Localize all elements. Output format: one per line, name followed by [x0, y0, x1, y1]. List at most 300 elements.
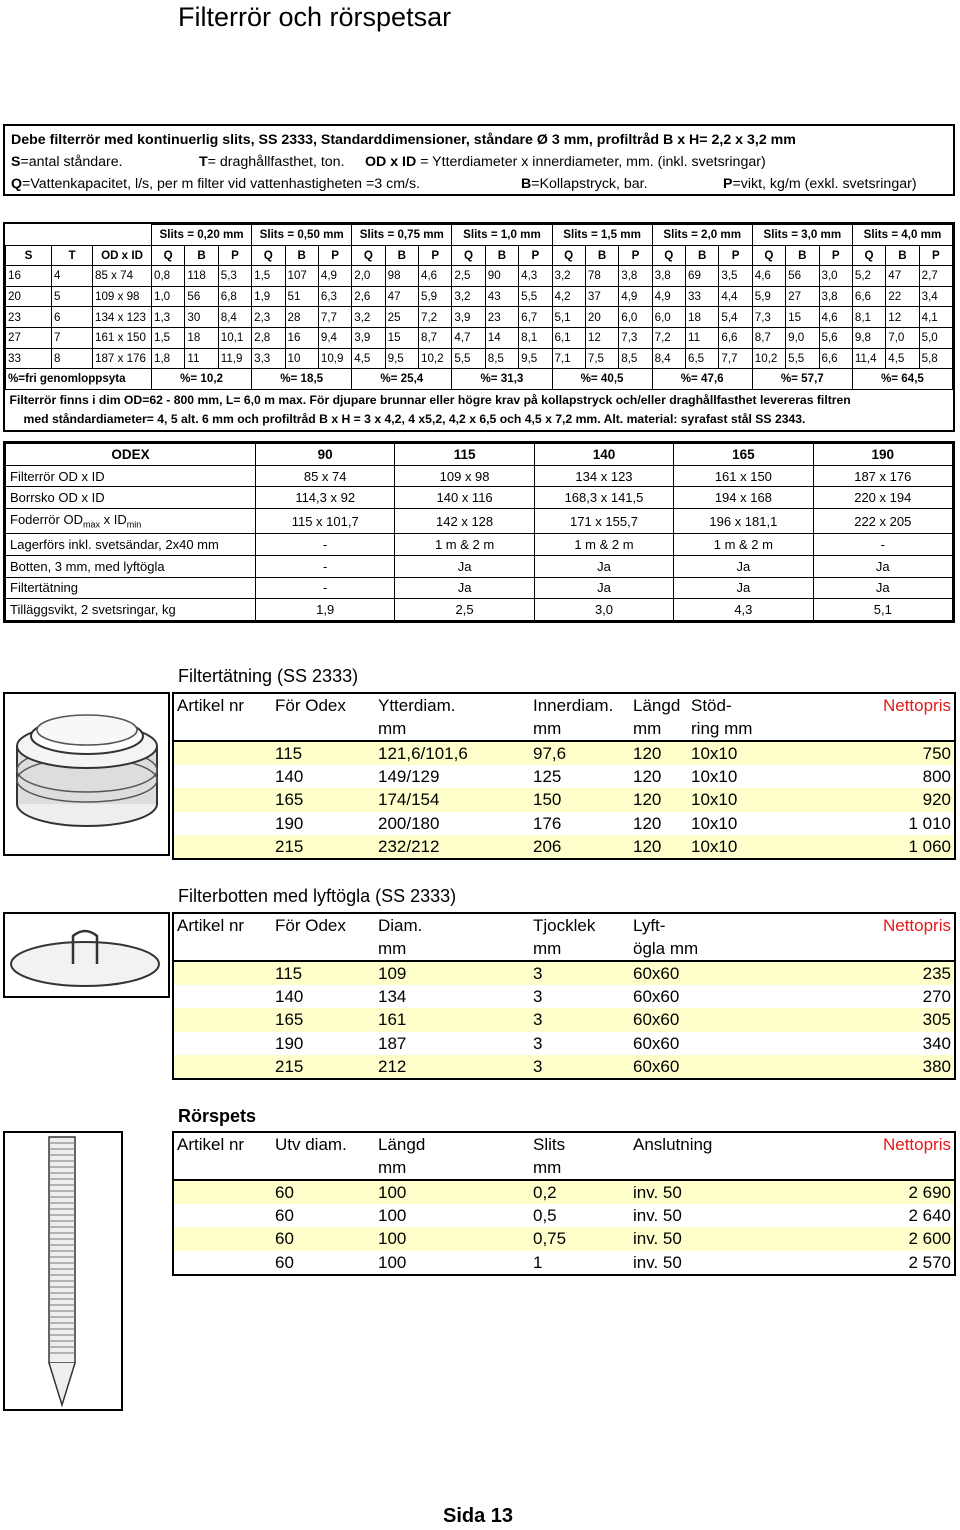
filterbotten-header: Lyft- — [633, 916, 666, 935]
filterbotten-cell: 109 — [378, 964, 407, 983]
odex-row-label: Tilläggsvikt, 2 svetsringar, kg — [6, 599, 256, 621]
filtertatning-header-unit: mm — [633, 719, 662, 738]
slits-cell: 2,0 — [352, 266, 385, 287]
filterbotten-cell: 3 — [533, 1056, 543, 1076]
slits-note — [6, 389, 953, 430]
slits-cell: 3,3 — [252, 348, 285, 369]
slits-cell: 5,8 — [919, 348, 952, 369]
slits-cell: 134 x 123 — [93, 307, 152, 328]
filtertatning-cell: 10x10 — [691, 813, 738, 833]
slits-cell: 10,2 — [752, 348, 785, 369]
odex-header: 90 — [256, 444, 395, 466]
slits-col-header: Q — [152, 245, 185, 266]
slits-group-header: Slits = 1,5 mm — [552, 225, 652, 246]
odex-header: 190 — [813, 444, 952, 466]
filterbotten-header: Tjocklek — [533, 916, 596, 935]
filtertatning-rows — [174, 742, 954, 858]
slits-cell: 9,5 — [385, 348, 418, 369]
slits-percent-value: %= 57,7 — [752, 369, 852, 390]
rorspets-header-unit — [272, 1156, 375, 1179]
filterbotten-header-unit — [174, 937, 272, 960]
rorspets-table — [172, 1131, 956, 1276]
odex-cell: 194 x 168 — [674, 487, 813, 509]
slits-col-header: P — [218, 245, 251, 266]
slits-cell: 78 — [585, 266, 618, 287]
slits-cell: 98 — [385, 266, 418, 287]
filtertatning-header: Nettopris — [882, 696, 951, 715]
page-number: Sida 13 — [443, 1505, 514, 1527]
slits-col-header: OD x ID — [93, 245, 152, 266]
slits-group-header: Slits = 3,0 mm — [752, 225, 852, 246]
filtertatning-row — [174, 742, 954, 765]
filtertatning-header: För Odex — [275, 696, 346, 715]
slits-cell: 2,8 — [252, 327, 285, 348]
odex-row-label: Filtertätning — [6, 577, 256, 599]
filterbotten-row — [174, 962, 954, 985]
slits-cell: 5,5 — [519, 286, 552, 307]
slits-percent-value: %= 40,5 — [552, 369, 652, 390]
odex-cell: 171 x 155,7 — [534, 509, 673, 534]
slits-col-header: S — [6, 245, 52, 266]
filtertatning-cell: 190 — [275, 813, 304, 833]
slits-cell: 4,5 — [886, 348, 919, 369]
filtertatning-header: Innerdiam. — [533, 696, 614, 715]
slits-col-header: Q — [352, 245, 385, 266]
filterbotten-cell: 165 — [275, 1010, 304, 1030]
filtertatning-cell — [174, 788, 272, 811]
filterbotten-row — [174, 1032, 954, 1055]
rorspets-cell: 2 570 — [908, 1252, 951, 1272]
slits-corner-cell — [6, 225, 152, 246]
slits-col-header: B — [786, 245, 819, 266]
rorspets-cell: 2 640 — [908, 1206, 951, 1226]
odex-cell: 142 x 128 — [395, 509, 534, 534]
slits-cell: 2,7 — [919, 266, 952, 287]
slits-cell: 7,2 — [419, 307, 452, 328]
slits-cell: 10,1 — [218, 327, 251, 348]
odex-cell: 109 x 98 — [395, 465, 534, 487]
slits-cell: 15 — [786, 307, 819, 328]
slits-cell: 10,2 — [419, 348, 452, 369]
slits-cell: 3,8 — [819, 286, 852, 307]
slits-cell: 5,4 — [719, 307, 752, 328]
rorspets-cell — [174, 1204, 272, 1227]
slits-col-header: T — [52, 245, 93, 266]
page-title: Filterrör och rörspetsar — [178, 2, 452, 32]
rorspets-header: Anslutning — [633, 1135, 713, 1154]
odex-label-sub: min — [126, 519, 142, 530]
legend-line-2: S=antal ståndare. T= draghållfasthet, ton. OD x ID = Ytterdiameter x innerdiameter, mm. (inkl. svetsringar) — [11, 154, 766, 170]
slits-cell: 9,4 — [318, 327, 351, 348]
slits-cell: 33 — [686, 286, 719, 307]
odex-cell: Ja — [534, 555, 673, 577]
slits-col-header: Q — [452, 245, 485, 266]
filtertatning-header-unit: mm — [533, 719, 562, 738]
slits-col-header: P — [719, 245, 752, 266]
odex-cell: Ja — [674, 555, 813, 577]
odex-cell: 161 x 150 — [674, 465, 813, 487]
slits-cell: 3,8 — [619, 266, 652, 287]
slits-cell: 5,3 — [218, 266, 251, 287]
slits-cell: 5,6 — [819, 327, 852, 348]
filterbotten-cell: 134 — [378, 987, 407, 1007]
odex-cell: 220 x 194 — [813, 487, 952, 509]
filtertatning-cell: 150 — [533, 790, 562, 810]
slits-cell: 5,0 — [919, 327, 952, 348]
slits-percent-label: %=fri genomloppsyta — [6, 369, 152, 390]
filterbotten-cell: 60x60 — [633, 964, 680, 983]
slits-note-line-2: med ståndardiameter= 4, 5 alt. 6 mm och profiltråd B x H = 3 x 4,2, 4 x5,2, 4,2 x 6,5 och 4,5 x 7,2 mm. Alt. material: syrafast stål SS 2343. — [23, 411, 806, 426]
filterbotten-cell: 3 — [533, 1033, 543, 1053]
slits-cell: 11,9 — [218, 348, 251, 369]
slits-cell: 1,9 — [252, 286, 285, 307]
slits-cell: 8,5 — [485, 348, 518, 369]
filtertatning-header-unit — [174, 717, 272, 740]
filtertatning-cell: 149/129 — [378, 767, 440, 787]
filtertatning-cell — [174, 765, 272, 788]
odex-table — [3, 441, 955, 623]
slits-cell: 7,0 — [886, 327, 919, 348]
slits-cell: 20 — [6, 286, 52, 307]
slits-cell: 56 — [185, 286, 218, 307]
slits-cell: 4,6 — [752, 266, 785, 287]
slits-cell: 4,6 — [819, 307, 852, 328]
slits-cell: 3,2 — [352, 307, 385, 328]
slits-cell: 9,5 — [519, 348, 552, 369]
odex-row — [6, 577, 953, 599]
slits-cell: 10 — [285, 348, 318, 369]
slits-col-header: B — [185, 245, 218, 266]
filtertatning-header: Stöd- — [691, 696, 732, 715]
slits-cell: 23 — [6, 307, 52, 328]
slits-cell: 12 — [886, 307, 919, 328]
filtertatning-cell: 121,6/101,6 — [378, 744, 468, 763]
slits-cell: 7,3 — [619, 327, 652, 348]
slits-percent-value: %= 25,4 — [352, 369, 452, 390]
rorspets-header-row-2 — [174, 1156, 954, 1181]
slits-cell: 6,5 — [686, 348, 719, 369]
rorspets-header: Slits — [533, 1135, 566, 1154]
slits-cell: 22 — [886, 286, 919, 307]
slits-note-line-1: Filterrör finns i dim OD=62 - 800 mm, L= 6,0 m max. För djupare brunnar eller högre krav på kollapstryck och/eller draghållfasthet levereras filtren — [9, 392, 851, 407]
odex-cell: 5,1 — [813, 599, 952, 621]
slits-group-header: Slits = 0,50 mm — [252, 225, 352, 246]
odex-cell: 2,5 — [395, 599, 534, 621]
rorspets-cell — [174, 1227, 272, 1250]
slits-cell: 4 — [52, 266, 93, 287]
filterbotten-cell: 305 — [922, 1010, 951, 1030]
filtertatning-image — [3, 692, 170, 856]
odex-cell: 1,9 — [256, 599, 395, 621]
odex-cell: - — [256, 534, 395, 556]
slits-cell: 7,2 — [652, 327, 685, 348]
slits-col-header: Q — [652, 245, 685, 266]
filtertatning-cell: 215 — [275, 836, 304, 856]
rorspets-header: Nettopris — [882, 1135, 951, 1154]
slits-percent-value: %= 31,3 — [452, 369, 552, 390]
slits-cell: 9,8 — [852, 327, 885, 348]
slits-cell: 5,2 — [852, 266, 885, 287]
rorspets-cell: 100 — [378, 1252, 407, 1272]
filtertatning-header-row-2 — [174, 717, 954, 742]
slits-col-header-row — [6, 245, 953, 266]
odex-row — [6, 599, 953, 621]
odex-row — [6, 555, 953, 577]
slits-col-header: B — [285, 245, 318, 266]
rorspets-row — [174, 1181, 954, 1204]
filtertatning-table — [172, 692, 956, 860]
slits-group-header: Slits = 0,75 mm — [352, 225, 452, 246]
odex-header: 165 — [674, 444, 813, 466]
rorspets-cell: 2 600 — [908, 1229, 951, 1249]
slits-col-header: B — [585, 245, 618, 266]
slits-percent-value: %= 47,6 — [652, 369, 752, 390]
slits-cell: 27 — [6, 327, 52, 348]
slits-cell: 11 — [686, 327, 719, 348]
slits-cell: 4,3 — [519, 266, 552, 287]
odex-cell: 168,3 x 141,5 — [534, 487, 673, 509]
rorspets-cell: 0,75 — [533, 1229, 567, 1249]
filtertatning-cell: 232/212 — [378, 836, 440, 856]
filterbotten-row — [174, 1008, 954, 1031]
filterbotten-cell — [174, 962, 272, 985]
slits-group-header: Slits = 4,0 mm — [852, 225, 952, 246]
filterbotten-header: Nettopris — [882, 916, 951, 935]
filtertatning-cell: 120 — [633, 790, 662, 810]
filterbotten-cell: 3 — [533, 987, 543, 1007]
slits-col-header: Q — [552, 245, 585, 266]
slits-col-header: B — [485, 245, 518, 266]
filtertatning-cell: 115 — [275, 744, 303, 763]
slits-cell: 90 — [485, 266, 518, 287]
rorspets-row — [174, 1251, 954, 1274]
slits-cell: 15 — [385, 327, 418, 348]
filtertatning-cell — [174, 835, 272, 858]
slits-cell: 5,9 — [419, 286, 452, 307]
rorspets-cell: 60 — [275, 1183, 294, 1202]
slits-cell: 6,8 — [218, 286, 251, 307]
odex-cell: 114,3 x 92 — [256, 487, 395, 509]
odex-row — [6, 509, 953, 534]
filterbotten-cell — [174, 1008, 272, 1031]
slits-data-row — [6, 348, 953, 369]
rorspets-image — [3, 1131, 123, 1411]
legend-line-1: Debe filterrör med kontinuerlig slits, SS 2333, Standarddimensioner, ståndare Ø 3 mm, profiltråd B x H= 2,2 x 3,2 mm — [11, 132, 796, 148]
filtertatning-header: Ytterdiam. — [378, 696, 456, 715]
slits-cell: 11,4 — [852, 348, 885, 369]
slits-cell: 6,0 — [652, 307, 685, 328]
slits-cell: 56 — [786, 266, 819, 287]
filtertatning-cell: 1 010 — [908, 813, 951, 833]
slits-cell: 3,5 — [719, 266, 752, 287]
filtertatning-header-unit: ring mm — [691, 719, 753, 738]
odex-header: 115 — [395, 444, 534, 466]
slits-cell: 37 — [585, 286, 618, 307]
slits-cell: 8,7 — [419, 327, 452, 348]
filterbotten-cell: 340 — [922, 1033, 951, 1053]
filtertatning-title: Filtertätning (SS 2333) — [178, 666, 359, 686]
slits-cell: 1,8 — [152, 348, 185, 369]
slits-cell: 5,5 — [452, 348, 485, 369]
filtertatning-row — [174, 765, 954, 788]
slits-cell: 7 — [52, 327, 93, 348]
slits-cell: 3,2 — [452, 286, 485, 307]
filtertatning-cell: 1 060 — [908, 836, 951, 856]
slits-cell: 85 x 74 — [93, 266, 152, 287]
filter-bottom-icon — [5, 914, 168, 996]
filterbotten-cell: 212 — [378, 1056, 407, 1076]
slits-cell: 6,0 — [619, 307, 652, 328]
slits-cell: 4,9 — [318, 266, 351, 287]
filterbotten-cell: 140 — [275, 987, 304, 1007]
filterbotten-header-unit — [272, 937, 375, 960]
filterbotten-header-unit: mm — [378, 939, 407, 958]
filtertatning-cell: 10x10 — [691, 790, 738, 810]
odex-cell: 196 x 181,1 — [674, 509, 813, 534]
slits-cell: 1,5 — [252, 266, 285, 287]
slits-cell: 5,1 — [552, 307, 585, 328]
slits-cell: 5 — [52, 286, 93, 307]
rorspets-cell: inv. 50 — [633, 1206, 682, 1226]
slits-cell: 6 — [52, 307, 93, 328]
filtertatning-header-unit — [272, 717, 375, 740]
slits-cell: 47 — [385, 286, 418, 307]
filterbotten-cell: 270 — [922, 987, 951, 1007]
filterbotten-cell: 380 — [922, 1056, 951, 1076]
odex-cell: - — [813, 534, 952, 556]
filtertatning-cell: 10x10 — [691, 767, 738, 787]
odex-cell: - — [256, 577, 395, 599]
slits-cell: 3,9 — [352, 327, 385, 348]
slits-cell: 11 — [185, 348, 218, 369]
slits-cell: 7,7 — [318, 307, 351, 328]
slits-cell: 7,1 — [552, 348, 585, 369]
rorspets-header: Utv diam. — [275, 1135, 347, 1154]
filterbotten-cell: 235 — [922, 964, 951, 983]
odex-cell: 187 x 176 — [813, 465, 952, 487]
odex-row — [6, 534, 953, 556]
slits-cell: 4,9 — [652, 286, 685, 307]
legend-line-3: Q=Vattenkapacitet, l/s, per m filter vid vattenhastigheten =3 cm/s. B=Kollapstryck, bar. P=vikt, kg/m (exkl. svetsringar) — [11, 176, 917, 192]
slits-percent-value: %= 64,5 — [852, 369, 952, 390]
slits-cell: 6,3 — [318, 286, 351, 307]
filterbotten-cell — [174, 985, 272, 1008]
filtertatning-cell: 920 — [922, 790, 951, 810]
slits-cell: 16 — [6, 266, 52, 287]
slits-cell: 6,7 — [519, 307, 552, 328]
odex-cell: 1 m & 2 m — [534, 534, 673, 556]
filtertatning-header: Artikel nr — [177, 696, 245, 715]
slits-col-header: P — [318, 245, 351, 266]
odex-cell: 4,3 — [674, 599, 813, 621]
filterbotten-table — [172, 912, 956, 1080]
slits-percent-row — [6, 369, 953, 390]
slits-col-header: Q — [852, 245, 885, 266]
filtertatning-cell: 120 — [633, 744, 662, 763]
slits-cell: 30 — [185, 307, 218, 328]
rorspets-cell: 100 — [378, 1183, 407, 1202]
rorspets-header-row — [174, 1133, 954, 1156]
odex-cell: 1 m & 2 m — [674, 534, 813, 556]
slits-percent-value: %= 18,5 — [252, 369, 352, 390]
slits-cell: 28 — [285, 307, 318, 328]
slits-cell: 187 x 176 — [93, 348, 152, 369]
rorspets-header-unit: mm — [378, 1158, 407, 1177]
slits-cell: 6,6 — [719, 327, 752, 348]
odex-cell: Ja — [674, 577, 813, 599]
slits-cell: 8,7 — [752, 327, 785, 348]
slits-cell: 20 — [585, 307, 618, 328]
slits-cell: 8 — [52, 348, 93, 369]
slits-data-row — [6, 266, 953, 287]
slits-cell: 118 — [185, 266, 218, 287]
slits-data-row — [6, 286, 953, 307]
slits-col-header: P — [819, 245, 852, 266]
rorspets-cell: 60 — [275, 1206, 294, 1226]
filtertatning-cell: 97,6 — [533, 744, 567, 763]
rorspets-header-unit — [630, 1156, 788, 1179]
rorspets-cell: inv. 50 — [633, 1183, 682, 1202]
filtertatning-cell — [174, 812, 272, 835]
filtertatning-cell: 10x10 — [691, 836, 738, 856]
rorspets-cell: inv. 50 — [633, 1252, 682, 1272]
slits-cell: 3,9 — [452, 307, 485, 328]
filtertatning-cell: 200/180 — [378, 813, 440, 833]
filtertatning-header-row — [174, 694, 954, 717]
slits-group-header: Slits = 0,20 mm — [152, 225, 252, 246]
slits-cell: 109 x 98 — [93, 286, 152, 307]
filterbotten-cell: 187 — [378, 1033, 407, 1053]
filtertatning-cell: 176 — [533, 813, 562, 833]
filterbotten-header-row — [174, 914, 954, 937]
filterbotten-cell — [174, 1032, 272, 1055]
filterbotten-cell: 115 — [275, 964, 303, 983]
filtertatning-cell — [174, 742, 272, 765]
slits-cell: 51 — [285, 286, 318, 307]
odex-row-label: Lagerförs inkl. svetsändar, 2x40 mm — [6, 534, 256, 556]
odex-label-text: x ID — [99, 512, 127, 528]
odex-cell: 222 x 205 — [813, 509, 952, 534]
rorspets-cell: 0,2 — [533, 1183, 557, 1202]
slits-cell: 25 — [385, 307, 418, 328]
slits-cell: 1,5 — [152, 327, 185, 348]
slits-cell: 4,2 — [552, 286, 585, 307]
slits-percent-value: %= 10,2 — [152, 369, 252, 390]
slits-cell: 107 — [285, 266, 318, 287]
slits-cell: 18 — [185, 327, 218, 348]
rorspets-row — [174, 1204, 954, 1227]
slits-cell: 8,4 — [218, 307, 251, 328]
odex-row-label — [6, 509, 256, 534]
rorspets-cell: inv. 50 — [633, 1229, 682, 1249]
slits-cell: 0,8 — [152, 266, 185, 287]
slits-cell: 4,4 — [719, 286, 752, 307]
slits-cell: 6,6 — [819, 348, 852, 369]
slits-cell: 12 — [585, 327, 618, 348]
rorspets-cell: 60 — [275, 1252, 294, 1272]
slits-cell: 3,8 — [652, 266, 685, 287]
slits-col-header: B — [886, 245, 919, 266]
odex-cell: 85 x 74 — [256, 465, 395, 487]
rorspets-header-unit — [174, 1156, 272, 1179]
filtertatning-cell: 750 — [922, 744, 951, 763]
slits-cell: 7,7 — [719, 348, 752, 369]
filterbotten-cell: 60x60 — [633, 987, 680, 1007]
rorspets-title: Rörspets — [178, 1106, 257, 1126]
filterbotten-image — [3, 912, 170, 998]
rorspets-cell: 0,5 — [533, 1206, 557, 1226]
slits-cell: 5,9 — [752, 286, 785, 307]
